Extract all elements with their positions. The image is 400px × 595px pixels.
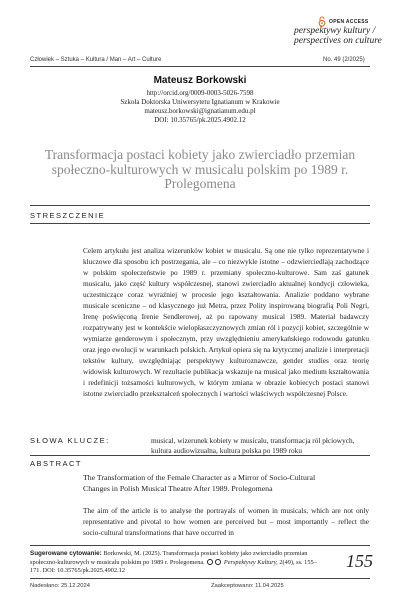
citation-label: Sugerowane cytowanie: (30, 550, 102, 557)
section-divider (30, 223, 370, 224)
citation-pages-doi[interactable]: 2(49), ss. 155–171. DOI: 10.35765/pk.2025.4902.12 (30, 558, 317, 574)
page-header (0, 10, 400, 66)
header-divider (30, 66, 370, 67)
streszczenie-text (83, 245, 369, 399)
journal-name-en: perspectives on culture (294, 36, 382, 46)
author-affiliation: Szkoła Doktorska Uniwersytetu Ignatianum w Krakowie (120, 98, 280, 106)
section-divider (30, 205, 370, 206)
page-number: 155 (346, 551, 373, 571)
keywords-label: SŁOWA KLUCZE: (30, 436, 110, 445)
suggested-citation (30, 550, 320, 576)
open-access-label: OPEN ACCESS (329, 18, 369, 25)
english-title (83, 472, 369, 494)
journal-name-pl: perspektywy kultury / (294, 26, 376, 36)
streszczenie-heading: STRESZCZENIE (30, 211, 106, 220)
running-title: Człowiek – Sztuka – Kultura / Man – Art – Culture (30, 57, 162, 63)
title-line: społeczno-kulturowych w musicalu polskim po 1989 r. (51, 161, 349, 177)
streszczenie-paragraph: Celem artykułu jest analiza wizerunków kobiet w musicalu. Są one nie tylko reprezentatywne i kluczowe dla sposobu ich postrzegania, ale – co niezwykle istotne – odzwierciedlają zachodzące w polskim społeczeństwie po 1989 r. przemiany społeczno-kulturowe. Sam zaś gatunek musicalu, jako część kultury współczesnej, stanowi zwierciadło aktualnej kondycji człowieka, uczestniczące coraz wyraźniej w procesie jego kształtowania. Analizie poddano wybrane musicale sceniczne – od klasycznego już Metra, przez Polity inspirowaną biografią Poli Negri, Irenę poświęconą Irenie Sendlerowej, aż po rapowany musical 1989. Materiał badawczy rozpatrywany jest w kontekście wielopłaszczyznowych zmian ról i pozycji kobiet, szczególnie w wymiarze genderowym i społecznym, przy uwzględnieniu amerykańskiego rodowodu gatunku oraz jego ewolucji w warunkach polskich. Artykuł opiera się na krytycznej analizie i interpretacji tekstów kultury, uwzględniając perspektywy kulturoznawcze, gender studies oraz teorię widowisk kulturowych. W rezultacie publikacja wskazuje na musical jako medium kształtowania i redefinicji tożsamości kulturowych, w którym zmiana w obrazie kobiecych postaci stanowi istotne zwierciadło przekształceń społecznych i wartości właściwych współczesnej Polsce. (83, 246, 369, 398)
author-block (0, 75, 400, 125)
english-title-line: The Transformation of the Female Character as a Mirror of Socio-Cultural (83, 473, 316, 482)
section-divider (30, 455, 370, 456)
english-title-line: Changes in Polish Musical Theatre After 1989. Prolegomena (83, 484, 273, 493)
footer-divider (30, 545, 370, 546)
accepted-date: Zaakceptowano: 11.04.2025 (211, 583, 284, 589)
article-title (30, 148, 370, 192)
cc-by-icon (215, 559, 221, 565)
article-doi[interactable]: DOI: 10.35765/pk.2025.4902.12 (154, 116, 246, 124)
journal-logo (294, 26, 382, 46)
citation-journal: Perspektywy Kultury, (223, 558, 278, 566)
issue-number: No. 49 (2/2025) (323, 57, 365, 63)
cc-license-icon (207, 559, 213, 565)
abstract-text: The aim of the article is to analyse the portrayals of women in musicals, which are not only representative and pivotal to how women are perceived but – most importantly – reflect the socio-cultural transformations that have occurred in (83, 506, 369, 537)
submitted-date: Nadesłano: 25.12.2024 (30, 583, 90, 589)
title-line: Transformacja postaci kobiety jako zwierciadło przemian (44, 147, 356, 162)
footer-divider (30, 578, 370, 579)
abstract-heading: ABSTRACT (30, 459, 83, 468)
author-name: Mateusz Borkowski (153, 75, 247, 86)
title-line: Prolegomena (164, 176, 236, 191)
author-email[interactable]: mateusz.borkowski@ignatianum.edu.pl (144, 107, 256, 115)
keywords-text: musical, wizerunek kobiety w musicalu, transformacja ról płciowych, kultura audiowizualna, kultura polska po 1989 roku (151, 436, 355, 455)
citation-text: Borkowski, M. (2025). Transformacja postaci kobiety jako zwierciadło przemian społeczno-kulturowych w musicalu polskim po 1989 r. Prolegomena. (30, 550, 308, 566)
author-orcid[interactable]: http://orcid.org/0009-0003-5026-7598 (146, 89, 254, 97)
